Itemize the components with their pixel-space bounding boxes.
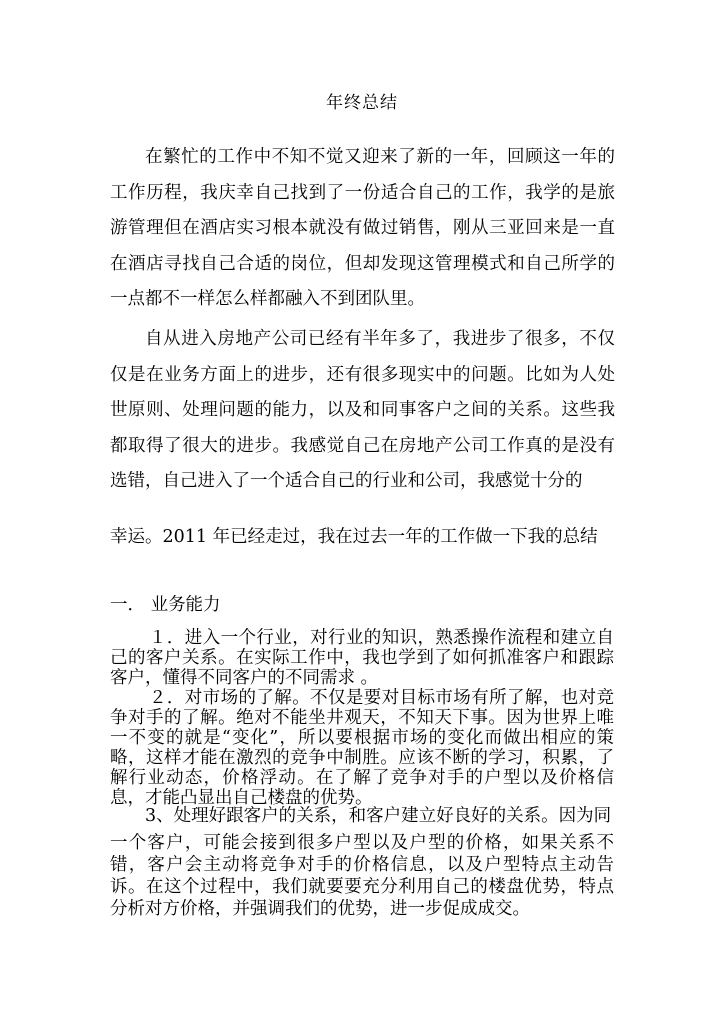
list-item-industry-knowledge: １．进入一个行业，对行业的知识，熟悉操作流程和建立自己的客户关系。在实际工作中，我也学到了如何抓准客户和跟踪客户，懂得不同客户的不同需求 。 — [110, 628, 614, 688]
list-item-customer-relations: 3、处理好跟客户的关系，和客户建立好良好的关系。因为同 — [145, 806, 612, 826]
section-heading-business-ability: 一． 业务能力 — [110, 595, 221, 615]
paragraph-progress: 自从进入房地产公司已经有半年多了，我进步了很多，不仅仅是在业务方面上的进步，还有很多现实中的问题。比如为人处世原则、处理问题的能力，以及和同事客户之间的关系。这些我都取得了很大的进步。我感觉自己在房地产公司工作真的是没有选错，自己进入了一个适合自己的行业和公司，我感觉十分的 — [110, 329, 615, 491]
list-item-market-understanding: ２．对市场的了解。不仅是要对目标市场有所了解，也对竞争对手的了解。绝对不能坐井观天，不知天下事。因为世界上唯一不变的就是“变化”，所以要根据市场的变化而做出相应的策略，这样才能在激烈的竞争中制胜。应该不断的学习，积累，了解行业动态，价格浮动。在了解了竞争对手的户型以及价格信息，才能凸显出自己楼盘的优势。 — [110, 688, 614, 808]
document-title: 年终总结 — [326, 93, 398, 113]
paragraph-intro: 在繁忙的工作中不知不觉又迎来了新的一年，回顾这一年的工作历程，我庆幸自己找到了一份适合自己的工作，我学的是旅游管理但在酒店实习根本就没有做过销售，刚从三亚回来是一直在酒店寻找自己合适的岗位，但却发现这管理模式和自己所学的一点都不一样怎么样都融入不到团队里。 — [110, 147, 615, 309]
list-item-customer-relations-continued: 一个客户，可能会接到很多户型以及户型的价格，如果关系不错，客户会主动将竞争对手的价格信息，以及户型特点主动告诉。在这个过程中，我们就要要充分利用自己的楼盘优势，特点分析对方价格，并强调我们的优势，进一步促成成交。 — [110, 833, 614, 919]
paragraph-summary-line: 幸运。2011 年已经走过，我在过去一年的工作做一下我的总结 — [110, 527, 598, 547]
